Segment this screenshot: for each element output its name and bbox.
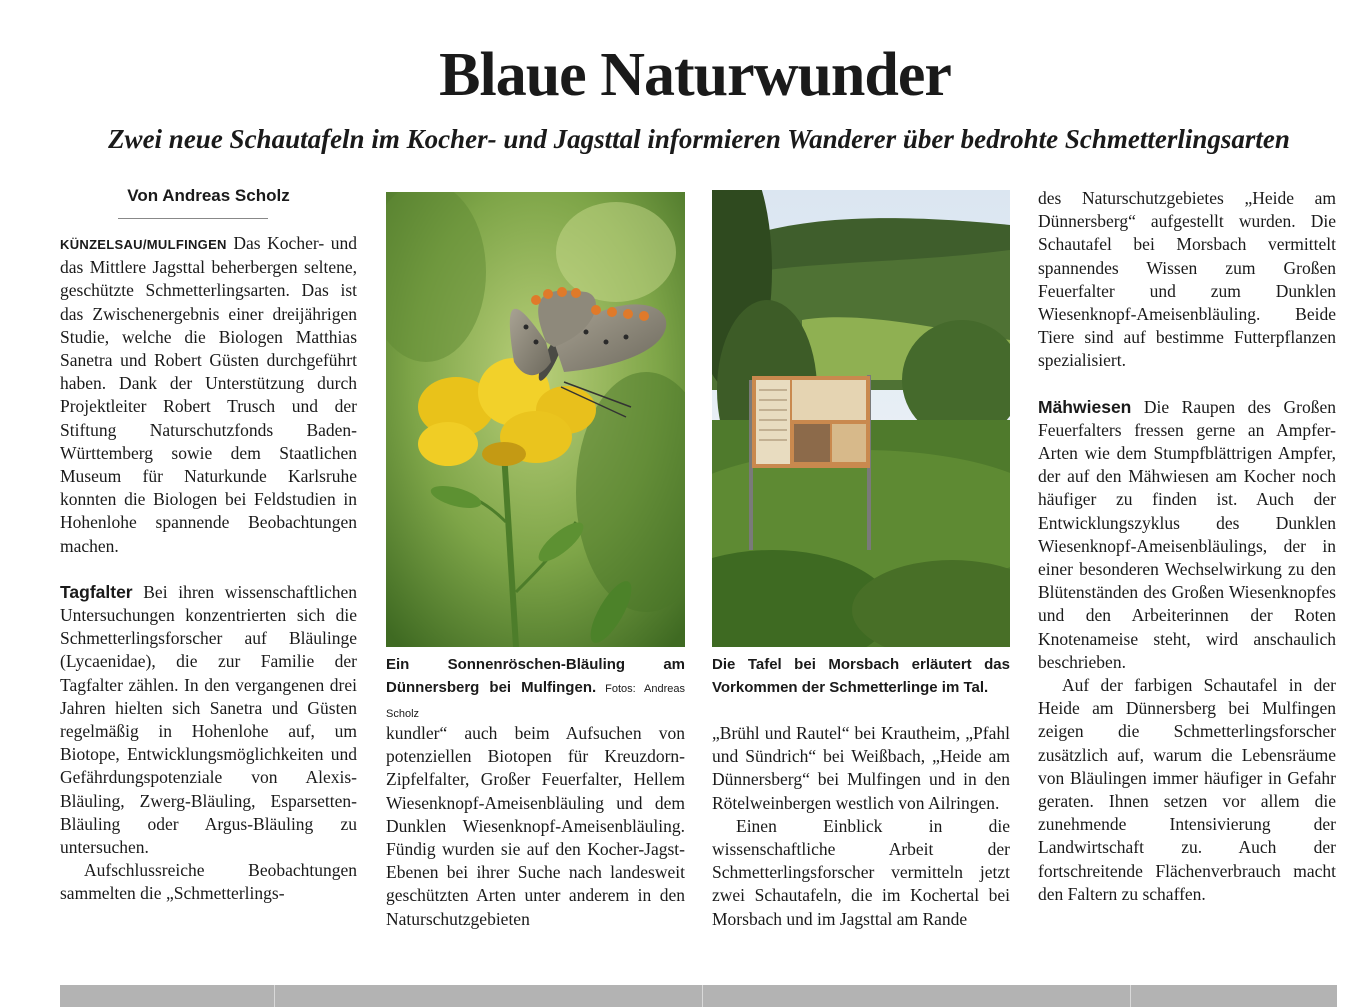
col1-paragraph-1 — [60, 232, 357, 558]
article-column-4 — [1038, 187, 1336, 906]
footer-divider — [1130, 985, 1131, 1007]
col4-paragraph-1: des Naturschutzgebietes „Heide am Dünnersberg“ aufgestellt wurden. Die Schautafel bei Morsbach vermittelt spannendes Wissen zum Großen Feuerfalter und zum Dunklen Wiesenknopf-Ameisenbläuling. Beide Tiere sind auf bestimme Futterpflanzen spezialisiert. — [1038, 188, 1336, 371]
footer-band — [60, 985, 1337, 1007]
caption-photo-1 — [386, 653, 685, 726]
col3-paragraph-1: „Brühl und Rautel“ bei Krautheim, „Pfahl und Sündrich“ bei Weißbach, „Heide am Dünnersberg“ bei Mulfingen und in den Rötelweinbergen westlich von Ailringen. — [712, 723, 1010, 813]
col4-text-2: Die Raupen des Großen Feuerfalters fressen gerne an Ampfer-Arten wie dem Stumpfblättrigen Ampfer, der auf den Mähwiesen am Kocher noch häufiger zu finden ist. Auch der Entwicklungszyklus des Dunklen Wiesenknopf-Ameisenbläulings, der in einer besonderen Wechselwirkung zu den Blütenständen des Großen Wiesenknopfes und den Arbeiterinnen der Roten Knotenameise steht, wird anschaulich beschrieben. — [1038, 396, 1336, 672]
col1-text-1: Das Kocher- und das Mittlere Jagsttal beherbergen seltene, geschützte Schmetterlingsarten. Das ist das Zwischenergebnis einer dreijährigen Studie, welche die Biologen Matthias Sanetra und Robert Güsten durchgeführt haben. Dank der Unterstützung durch Projektleiter Robert Trusch und der Stiftung Naturschutzfonds Baden-Württemberg sowie dem Staatlichen Museum für Naturkunde Karlsruhe konnten die Biologen bei Feldstudien in Hohenlohe spannende Beobachtungen machen. — [60, 233, 357, 556]
landscape-illustration — [712, 190, 1010, 647]
col4-paragraph-3: Auf der farbigen Schautafel in der Heide am Dünnersberg bei Mulfingen zeigen die Schmetterlingsforscher zusätzlich auf, warum die Lebensräume von Bläulingen immer häufiger in Gefahr geraten. Ihnen setzen vor allem die zunehmende Intensivierung der Landwirtschaft zu. Auch der fortschreitende Flächenverbrauch macht den Faltern zu schaffen. — [1038, 675, 1336, 904]
caption-photo-1-text: Ein Sonnenröschen-Bläuling am Dünnersberg bei Mulfingen. — [386, 656, 685, 696]
photo-credit: Fotos: Andreas Scholz — [386, 683, 686, 720]
subheadline: Zwei neue Schautafeln im Kocher- und Jagsttal informieren Wanderer über bedrohte Schmetterlingsarten — [108, 124, 1290, 154]
dateline: KÜNZELSAU/MULFINGEN — [60, 237, 227, 252]
article-column-1 — [60, 232, 357, 906]
col1-text-2: Bei ihren wissenschaftlichen Untersuchungen konzentrierten sich die Schmetterlingsforscher auf Bläulinge (Lycaenidae), die zur Familie der Tagfalter zählen. In den vergangenen drei Jahren hielten sich Sanetra und Güsten regelmäßig in Hohenlohe auf, um Biotope, Entwicklungsmöglichkeiten und Gefährdungspotenziale von Alexis-Bläuling, Zwerg-Bläuling, Esparsetten-Bläuling oder Argus-Bläuling zu untersuchen. — [60, 581, 357, 858]
col1-paragraph-3: Aufschlussreiche Beobachtungen sammelten die „Schmetterlings- — [60, 860, 357, 904]
footer-divider — [702, 985, 703, 1007]
byline: Von Andreas Scholz — [127, 186, 290, 205]
footer-divider — [274, 985, 275, 1007]
headline: Blaue Naturwunder — [439, 41, 951, 109]
article-column-3 — [712, 722, 1010, 931]
caption-photo-2: Die Tafel bei Morsbach erläutert das Vorkommen der Schmetterlinge im Tal. — [712, 656, 1010, 696]
col4-paragraph-2 — [1038, 396, 1336, 674]
col1-paragraph-2 — [60, 581, 357, 859]
butterfly-illustration — [386, 192, 685, 647]
col3-paragraph-2: Einen Einblick in die wissenschaftliche Arbeit der Schmetterlingsforscher vermitteln jetzt zwei Schautafeln, die im Kochertal bei Morsbach und im Jagsttal am Rande — [712, 815, 1010, 929]
article-column-2 — [386, 722, 685, 931]
photo-butterfly — [386, 192, 685, 647]
byline-rule — [118, 218, 268, 219]
photo-info-board — [712, 190, 1010, 647]
col2-paragraph-1: kundler“ auch beim Aufsuchen von potenziellen Biotopen für Kreuzdorn-Zipfelfalter, Großer Feuerfalter, Hellem Wiesenknopf-Ameisenbläuling und dem Dunklen Wiesenknopf-Ameisenbläuling. Fündig wurden sie auf den Kocher-Jagst-Ebenen bei ihrer Suche nach landesweit geschützten Arten unter anderem in den Naturschutzgebieten — [386, 723, 685, 929]
kicker-maehwiesen: Mähwiesen — [1038, 396, 1132, 417]
kicker-tagfalter: Tagfalter — [60, 581, 133, 602]
